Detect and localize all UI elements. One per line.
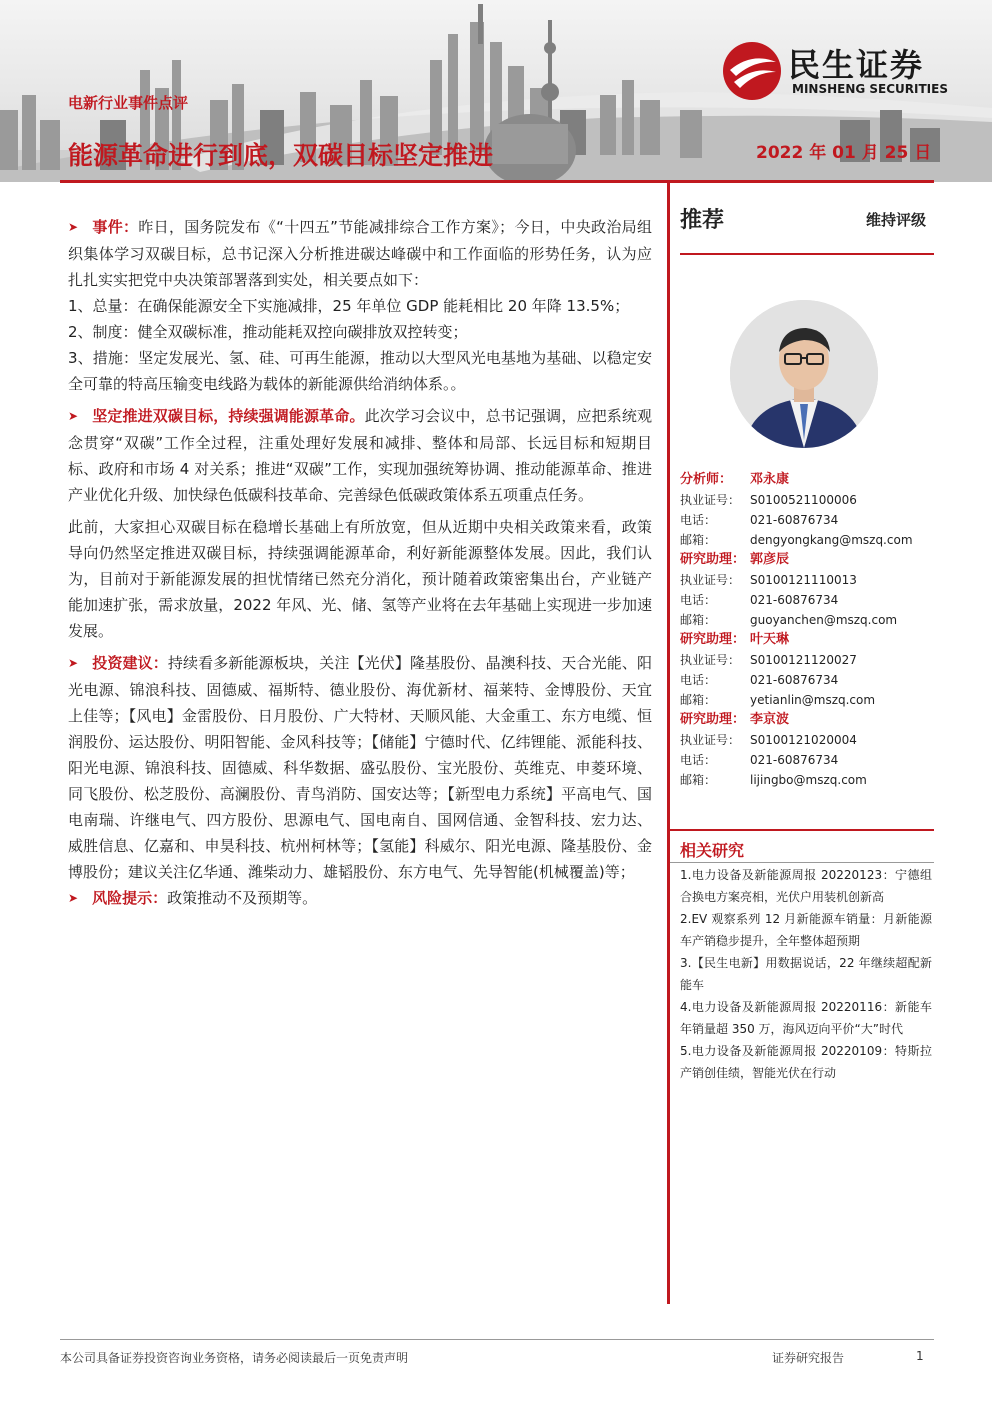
email-address: dengyongkang@mszq.com [750,533,913,547]
phone-label: 电话： [680,593,717,607]
cert-label: 执业证号： [680,653,741,667]
phone-number: 021-60876734 [750,513,839,527]
related-research-list [680,864,932,1084]
bullet-arrow-icon: ➤ [68,409,79,423]
risk-paragraph [68,885,652,912]
email-label: 邮箱： [680,773,717,787]
report-category: 电新行业事件点评 [68,94,189,112]
analyst-name: 邓永康 [750,472,790,487]
email-address: lijingbo@mszq.com [750,773,867,787]
dual-carbon-paragraph [68,403,652,508]
analyst-card [680,630,934,710]
dual-carbon-text: 此次学习会议中，总书记强调，应把系统观念贯穿“双碳”工作全过程，注重处理好发展和减排、整体和局部、长远目标和短期目标、政府和市场 4 对关系；推进“双碳”工作，实现加强统筹协调、推动能源革命、推进产业优化升级、加快绿色低碳科技革命、完善绿色低碳政策体系五项重点任务。 [68,407,652,504]
related-divider [670,829,934,831]
cert-label: 执业证号： [680,733,741,747]
related-title-underline [670,862,934,863]
risk-label: 风险提示： [92,889,168,907]
email-label: 邮箱： [680,533,717,547]
logo-english-name: MINSHENG SECURITIES [792,82,948,96]
company-logo [720,40,970,102]
related-item[interactable]: 2.EV 观察系列 12 月新能源车销量：月新能源车产销稳步提升，全年整体超预期 [680,912,932,948]
analyst-card [680,550,934,630]
footer-disclaimer: 本公司具备证券投资咨询业务资格，请务必阅读最后一页免责声明 [60,1351,409,1365]
analyst-list [680,470,934,790]
cert-number: S0100121020004 [750,733,857,747]
risk-text: 政策推动不及预期等。 [167,889,318,907]
analyst-role: 研究助理： [680,712,746,727]
analyst-card [680,470,934,550]
investment-paragraph [68,650,652,885]
event-paragraph [68,214,652,293]
related-item[interactable]: 3.【民生电新】用数据说话，22 年继续超配新能车 [680,956,932,992]
related-research-title: 相关研究 [680,841,745,860]
phone-number: 021-60876734 [750,593,839,607]
analyst-name: 李京波 [750,712,790,727]
header-banner [0,0,992,182]
phone-label: 电话： [680,673,717,687]
cert-number: S0100121110013 [750,573,857,587]
cert-label: 执业证号： [680,573,741,587]
rating-divider [680,253,934,255]
recommend-label: 推荐 [680,208,725,233]
main-content [68,214,652,912]
logo-chinese-name: 民生证券 [788,46,925,84]
investment-label: 投资建议： [92,654,168,672]
column-divider [667,180,670,1304]
footer-report-type: 证券研究报告 [772,1351,845,1365]
related-item[interactable]: 5.电力设备及新能源周报 20220109：特斯拉产销创佳绩，智能光伏在行动 [680,1044,932,1080]
email-address: yetianlin@mszq.com [750,693,876,707]
analyst-photo [730,300,878,448]
email-address: guoyanchen@mszq.com [750,613,898,627]
bullet-arrow-icon: ➤ [68,656,79,670]
analyst-role: 研究助理： [680,632,746,647]
bullet-arrow-icon: ➤ [68,220,79,234]
investment-text: 持续看多新能源板块，关注【光伏】隆基股份、晶澳科技、天合光能、阳光电源、锦浪科技、固德威、福斯特、德业股份、海优新材、福莱特、金博股份、天宜上佳等；【风电】金雷股份、日月股份、广大特材、天顺风能、大金重工、东方电缆、恒润股份、运达股份、明阳智能、金风科技等；【储能】宁德时代、亿纬锂能、派能科技、阳光电源、锦浪科技、固德威、科华数据、盛弘股份、宝光股份、英维克、申菱环境、同飞股份、松芝股份、高澜股份、青鸟消防、国安达等；【新型电力系统】平高电气、国电南瑞、许继电气、四方股份、思源电气、国电南自、国网信通、金智科技、宏力达、威胜信息、亿嘉和、申昊科技、杭州柯林等；【氢能】科威尔、阳光电源、隆基股份、金博股份；建议关注亿华通、潍柴动力、雄韬股份、东方电气、先导智能(机械覆盖)等； [68,654,652,881]
analyst-card [680,710,934,790]
related-item[interactable]: 4.电力设备及新能源周报 20220116：新能车年销量超 350 万，海风迈向平价“大”时代 [680,1000,932,1036]
event-text: 昨日，国务院发布《“十四五”节能减排综合工作方案》；今日，中央政治局组织集体学习双碳目标，总书记深入分析推进碳达峰碳中和工作面临的形势任务，认为应扎扎实实把党中央决策部署落到实处，相关要点如下： [68,218,652,289]
point-system: 2、制度：健全双碳标准，推动能耗双控向碳排放双控转变； [68,323,468,341]
page-number: 1 [916,1349,924,1363]
analyst-portrait-icon [730,300,878,448]
outlook-paragraph: 此前，大家担心双碳目标在稳增长基础上有所放宽，但从近期中央相关政策来看，政策导向仍然坚定推进双碳目标，持续强调能源革命，利好新能源整体发展。因此，我们认为，目前对于新能源发展的担忧情绪已然充分消化，预计随着政策密集出台，产业链产能加速扩张，需求放量，2022 年风、光、储、氢等产业将在去年基础上实现进一步加速发展。 [68,518,652,640]
analyst-role: 研究助理： [680,552,746,567]
email-label: 邮箱： [680,613,717,627]
dual-carbon-label: 坚定推进双碳目标，持续强调能源革命。 [92,407,365,425]
bullet-arrow-icon: ➤ [68,891,79,905]
phone-label: 电话： [680,513,717,527]
cert-number: S0100121120027 [750,653,857,667]
report-title: 能源革命进行到底，双碳目标坚定推进 [68,141,494,170]
point-measures: 3、措施：坚定发展光、氢、硅、可再生能源，推动以大型风光电基地为基础、以稳定安全可靠的特高压输变电线路为载体的新能源供给消纳体系。。 [68,349,652,393]
analyst-name: 郭彦辰 [750,552,790,567]
analyst-name: 叶天琳 [750,632,790,647]
event-label: 事件： [92,218,139,236]
phone-number: 021-60876734 [750,673,839,687]
phone-number: 021-60876734 [750,753,839,767]
point-total: 1、总量：在确保能源安全下实施减排，25 年单位 GDP 能耗相比 20 年降 13.5%； [68,297,630,315]
footer-divider [60,1339,934,1340]
analyst-role: 分析师： [680,472,733,487]
related-item[interactable]: 1.电力设备及新能源周报 20220123：宁德组合换电方案亮相，光伏户用装机创新高 [680,868,932,904]
cert-label: 执业证号： [680,493,741,507]
phone-label: 电话： [680,753,717,767]
minsheng-logo-icon [720,40,784,102]
email-label: 邮箱： [680,693,717,707]
report-date: 2022 年 01 月 25 日 [756,143,932,163]
sidebar-rating [680,183,934,255]
rating-label: 维持评级 [865,211,926,229]
cert-number: S0100521100006 [750,493,857,507]
